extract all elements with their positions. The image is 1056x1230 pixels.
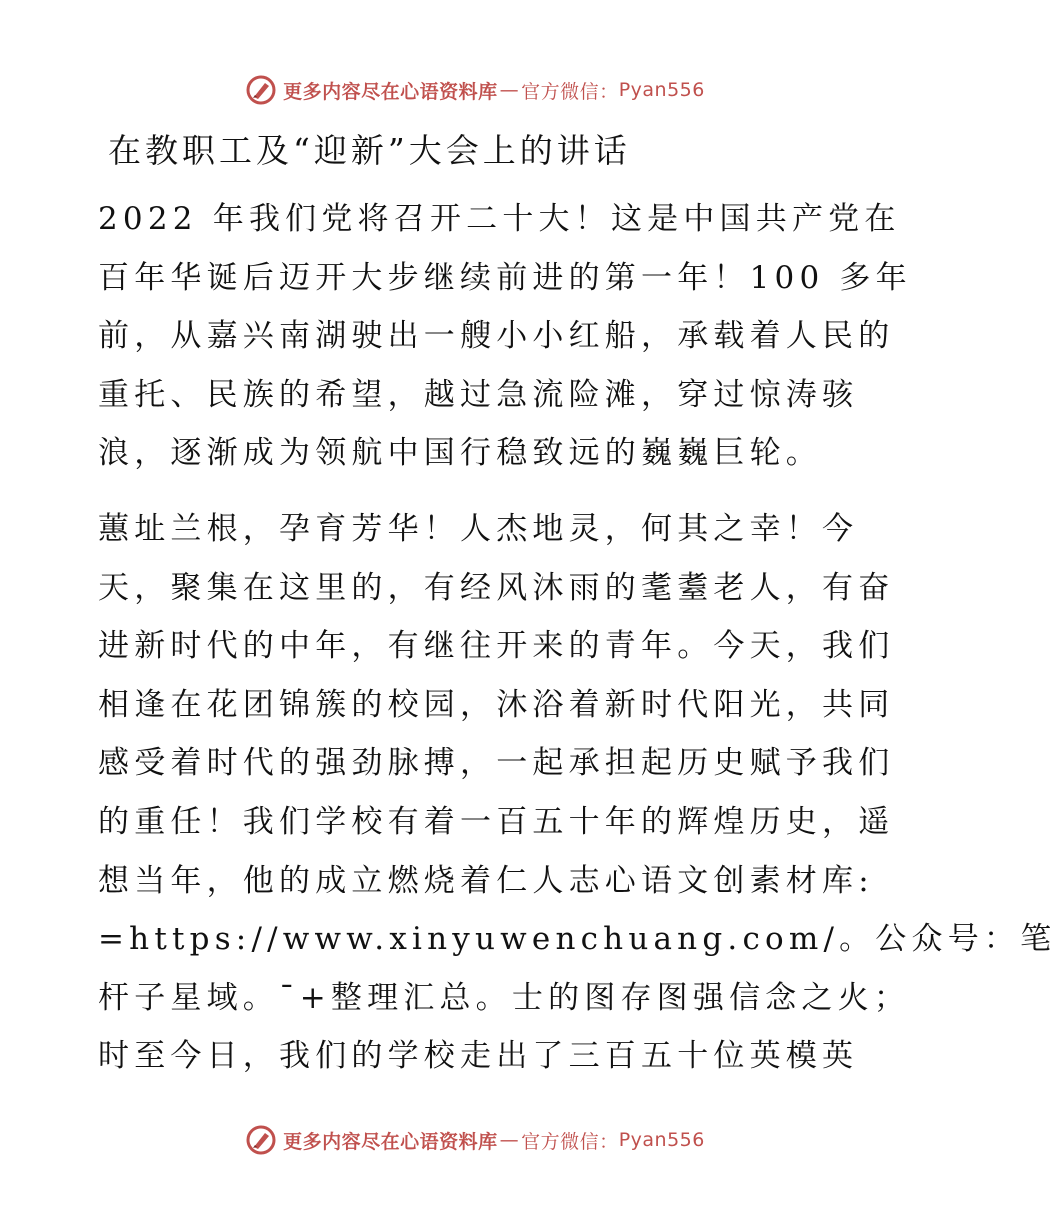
watermark-official-label: 官方微信： <box>521 80 619 103</box>
paragraph-line: 想当年，他的成立燃烧着仁人志心语文创素材库: <box>98 862 874 899</box>
paragraph-line: 2022 年我们党将召开二十大！这是中国共产党在 <box>98 201 901 237</box>
pen-logo-icon <box>245 1124 277 1156</box>
paragraph-line: 杆子星域。¯+整理汇总。士的图存图强信念之火； <box>98 979 911 1016</box>
paragraph-2 <box>98 500 1056 1086</box>
paragraph-1 <box>98 190 912 483</box>
watermark-wechat-id: Pyan556 <box>618 79 705 101</box>
paragraph-line: 进新时代的中年，有继往开来的青年。今天，我们 <box>98 628 895 665</box>
paragraph-line: 相逢在花团锦簇的校园，沐浴着新时代阳光，共同 <box>98 686 895 723</box>
header-watermark <box>0 74 950 106</box>
paragraph-line: =https://www.xinyuwenchuang.com/。公众号：笔 <box>98 921 1056 958</box>
paragraph-line: 百年华诞后迈开大步继续前进的第一年！100 多年 <box>98 259 912 296</box>
watermark-separator: — <box>499 1129 520 1151</box>
watermark-text: 更多内容尽在心语资料库 <box>283 80 498 103</box>
pen-logo-icon <box>245 74 277 106</box>
watermark-official-label: 官方微信： <box>521 1130 619 1153</box>
watermark-wechat-id: Pyan556 <box>618 1129 705 1151</box>
paragraph-line: 前，从嘉兴南湖驶出一艘小小红船，承载着人民的 <box>98 318 895 355</box>
paragraph-line: 天，聚集在这里的，有经风沐雨的耄耋老人，有奋 <box>98 569 895 606</box>
watermark-text: 更多内容尽在心语资料库 <box>283 1130 498 1153</box>
paragraph-line: 时至今日，我们的学校走出了三百五十位英模英 <box>98 1038 859 1075</box>
document-title: 在教职工及“迎新”大会上的讲话 <box>108 131 631 170</box>
paragraph-line: 蕙址兰根，孕育芳华！人杰地灵，何其之幸！今 <box>98 511 859 547</box>
paragraph-line: 的重任！我们学校有着一百五十年的辉煌历史，遥 <box>98 803 895 840</box>
footer-watermark <box>0 1124 950 1156</box>
paragraph-line: 重托、民族的希望，越过急流险滩，穿过惊涛骇 <box>98 376 859 413</box>
paragraph-line: 浪，逐渐成为领航中国行稳致远的巍巍巨轮。 <box>98 435 822 472</box>
paragraph-line: 感受着时代的强劲脉搏，一起承担起历史赋予我们 <box>98 745 895 782</box>
watermark-separator: — <box>499 79 520 101</box>
